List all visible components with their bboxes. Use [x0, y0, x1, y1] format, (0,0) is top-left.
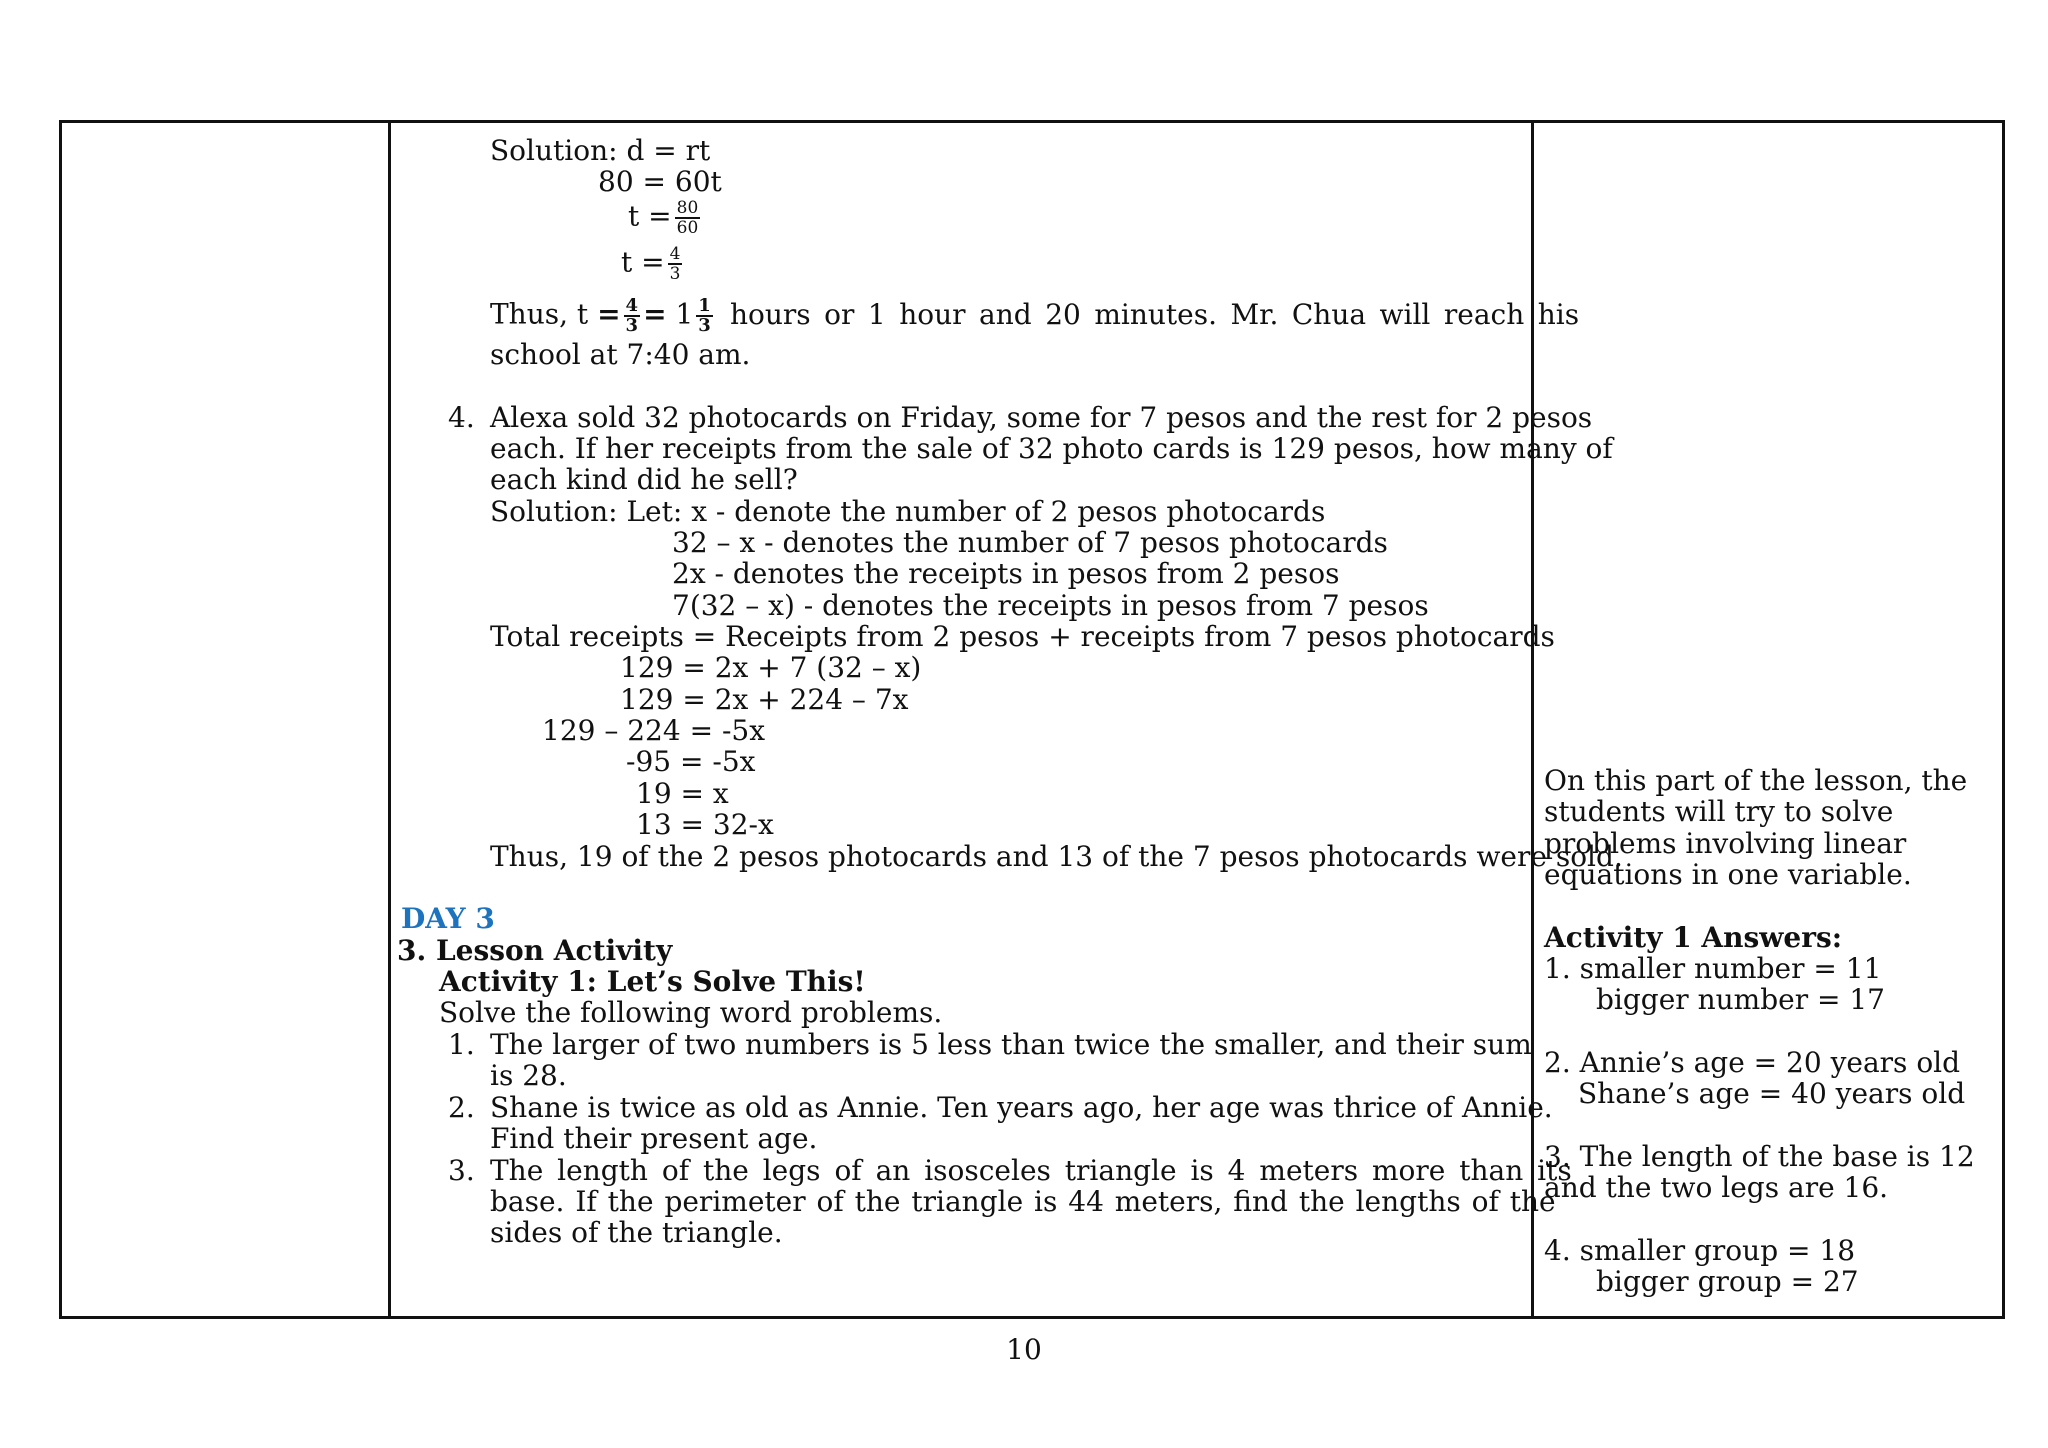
solution3-thus-rest-text: hours or 1 hour and 20 minutes. Mr. Chua will reach his [730, 298, 1580, 331]
activity-item-text: sides of the triangle. [490, 1216, 783, 1249]
problem4-step2: 129 = 2x + 224 – 7x [620, 683, 909, 716]
notes-intro-line1: On this part of the lesson, the [1544, 764, 1968, 797]
solution3-line1: Solution: d = rt [490, 134, 711, 167]
activity-item-text: The larger of two numbers is 5 less than twice the smaller, and their sum [490, 1028, 1532, 1061]
problem4-total: Total receipts = Receipts from 2 pesos + receipts from 7 pesos photocards [490, 620, 1555, 653]
problem4-text-line1: Alexa sold 32 photocards on Friday, some for 7 pesos and the rest for 2 pesos [490, 401, 1593, 434]
notes-column [1533, 122, 2004, 1318]
activity-item-number: 1. [448, 1028, 475, 1061]
lesson-activity-heading: 3. Lesson Activity [397, 934, 673, 967]
problem4-text-line3: each kind did he sell? [490, 463, 798, 496]
problem4-number: 4. [448, 401, 475, 434]
problem4-conclusion: Thus, 19 of the 2 pesos photocards and 13 of the 7 pesos photocards were sold. [490, 840, 1623, 873]
activity-item-text: is 28. [490, 1059, 567, 1092]
problem4-let3: 2x - denotes the receipts in pesos from 2 pesos [672, 557, 1340, 590]
answer-line: bigger group = 27 [1596, 1265, 1859, 1298]
problem4-text-line2: each. If her receipts from the sale of 32 photo cards is 129 pesos, how many of [490, 432, 1613, 465]
answer-line: 3. The length of the base is 12 [1544, 1140, 1975, 1173]
problem4-step1: 129 = 2x + 7 (32 – x) [620, 651, 922, 684]
activity-item-text: Find their present age. [490, 1122, 818, 1155]
solution3-line2: 80 = 60t [598, 165, 722, 198]
notes-intro-line2: students will try to solve [1544, 795, 1894, 828]
answer-line: 4. smaller group = 18 [1544, 1234, 1856, 1267]
solution3-fraction-line1 [628, 199, 703, 237]
answers-heading: Activity 1 Answers: [1544, 921, 1843, 954]
activity-item-text: Shane is twice as old as Annie. Ten years ago, her age was thrice of Annie. [490, 1091, 1553, 1124]
lesson-plan-table [59, 120, 2005, 1319]
procedure-column [390, 122, 1623, 1318]
activity-item-text: base. If the perimeter of the triangle is 44 meters, find the lengths of the [490, 1185, 1556, 1218]
fraction-lhs: t = [628, 199, 672, 233]
answer-line: Shane’s age = 40 years old [1578, 1077, 1966, 1110]
objectives-column [61, 122, 390, 1318]
problem4-step4: -95 = -5x [626, 745, 756, 778]
fraction-4-over-3: $\frac{4}{3}$ [669, 244, 681, 284]
page-number: 10 [1006, 1333, 1042, 1366]
fraction-4-over-3-bold: $\frac{4}{3}$ [625, 295, 639, 336]
solution3-fraction-line2 [621, 245, 685, 283]
fraction-80-over-60: $\frac{80}{60}$ [676, 198, 699, 238]
problem4-step6: 13 = 32-x [636, 808, 774, 841]
problem4-solution-let: Solution: Let: x - denote the number of 2 pesos photocards [490, 495, 1326, 528]
activity-instruction: Solve the following word problems. [439, 996, 943, 1029]
activity-title: Activity 1: Let’s Solve This! [439, 965, 866, 998]
problem4-step3: 129 – 224 = -5x [542, 714, 766, 747]
solution3-thus-line: Thus, t = $\frac{4}{3}$ = 1 $\frac{1}{3}$ [490, 295, 711, 336]
problem4-step5: 19 = x [636, 777, 729, 810]
activity-item-number: 3. [448, 1154, 475, 1187]
answer-line: 1. smaller number = 11 [1544, 952, 1882, 985]
answer-line: bigger number = 17 [1596, 983, 1885, 1016]
day3-heading: DAY 3 [401, 902, 495, 935]
problem4-let2: 32 – x - denotes the number of 7 pesos photocards [672, 526, 1388, 559]
mixed-fraction-1-third: $\frac{1}{3}$ [698, 295, 711, 336]
fraction-lhs: t = [621, 245, 665, 279]
answer-line: 2. Annie’s age = 20 years old [1544, 1046, 1961, 1079]
activity-item-text: The length of the legs of an isosceles triangle is 4 meters more than its [490, 1154, 1572, 1187]
problem4-let4: 7(32 – x) - denotes the receipts in pesos from 7 pesos [672, 589, 1429, 622]
activity-item-number: 2. [448, 1091, 475, 1124]
solution3-thus-line2: school at 7:40 am. [490, 338, 751, 371]
notes-intro-line3: problems involving linear [1544, 827, 1907, 860]
notes-intro-line4: equations in one variable. [1544, 858, 1912, 891]
answer-line: and the two legs are 16. [1544, 1171, 1889, 1204]
